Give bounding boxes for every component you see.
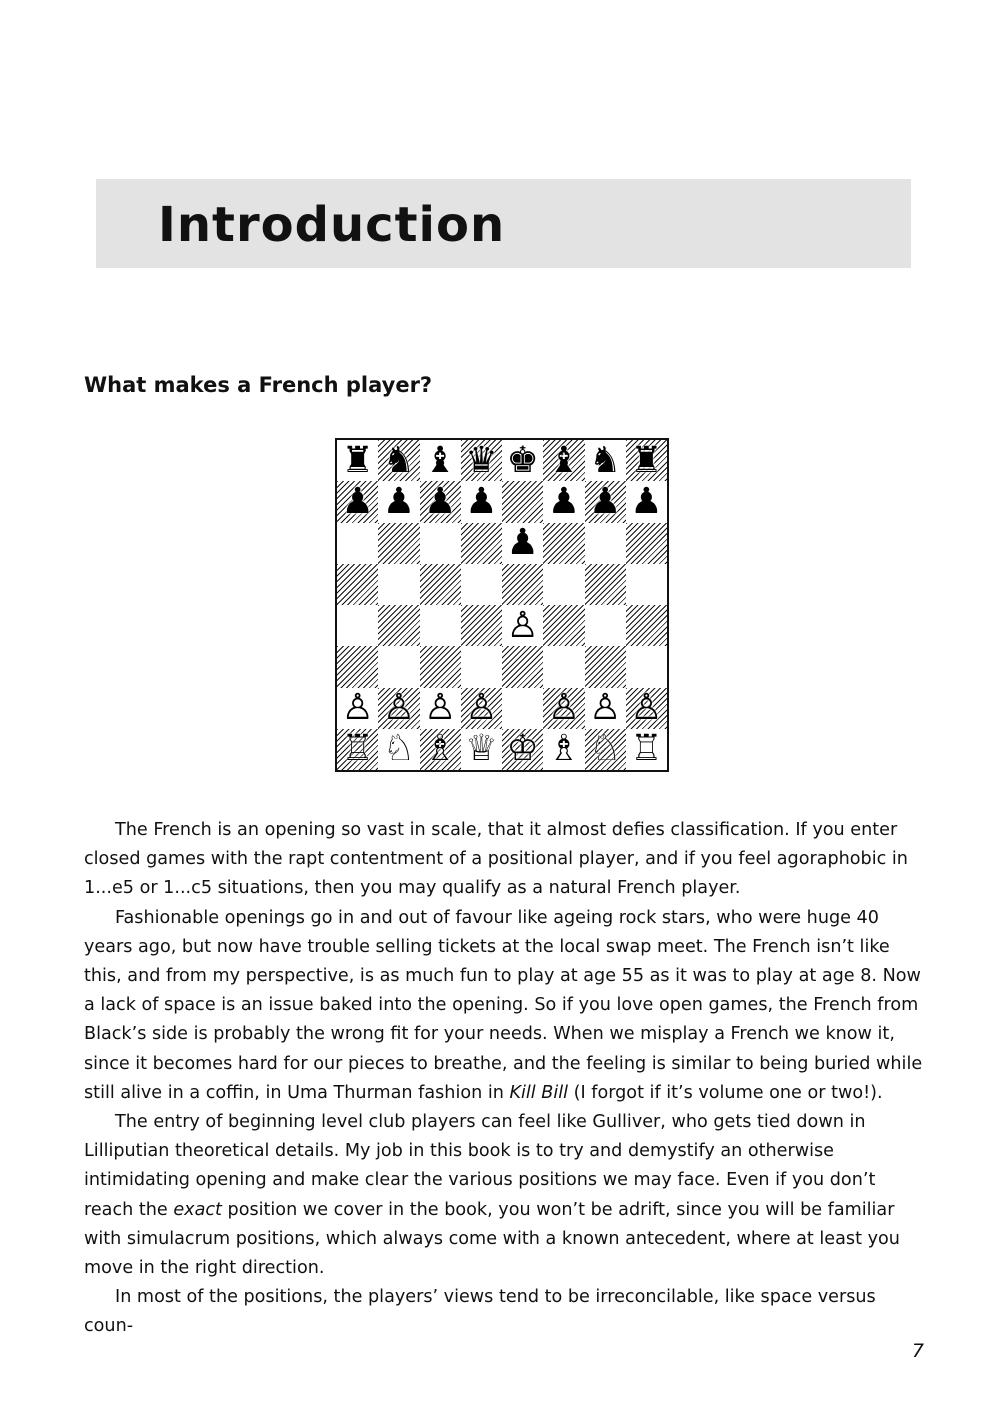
chess-piece: ♞ [382,439,416,481]
square-d5 [461,564,502,605]
text-run: The entry of beginning level club players can feel like Gulliver, who gets tied down in Lilliputian theoretical details. My job in this book is to try and demystify an otherwise intimidating opening and make clear the various positions we may face. Even if you don’t reach the [84,1112,876,1220]
chapter-title: Introduction [158,197,506,253]
square-a5 [337,564,378,605]
square-g8 [585,440,626,481]
chessboard [337,440,667,770]
square-d2 [461,688,502,729]
square-f7 [543,481,584,522]
chess-piece: ♙ [382,687,416,729]
square-e5 [502,564,543,605]
square-g7 [585,481,626,522]
square-e3 [502,646,543,687]
square-e7 [502,481,543,522]
chess-piece: ♙ [588,687,622,729]
chess-piece: ♟ [630,480,663,522]
chess-piece: ♝ [423,439,457,481]
text-run: Fashionable openings go in and out of favour like ageing rock stars, who were huge 40 years ago, but now have trouble selling tickets at the local swap meet. The French isn’t like this, and from my perspective, is as much fun to play at age 55 as it was to play at age 8. Now a lack of space is an issue baked into the opening. So if you love open games, the French from Black’s side is probably the wrong fit for your needs. When we misplay a French we know it, since it becomes hard for our pieces to breathe, and the feeling is similar to being buried while still alive in a coffin, in Uma Thurman fashion in [84,907,923,1103]
chess-piece: ♟ [341,480,374,522]
text-run: The French is an opening so vast in scale, that it almost defies classification. If you enter closed games with the rapt contentment of a positional player, and if you feel agoraphobic in 1...e5 or 1...c5 situations, then you may qualify as a natural French player. [84,820,908,899]
italic-text: exact [173,1199,222,1220]
chess-piece: ♟ [547,480,581,522]
paragraph [84,1283,924,1341]
square-h6 [626,523,667,564]
square-c2 [420,688,461,729]
chess-piece: ♖ [341,728,374,770]
square-e4 [502,605,543,646]
square-a3 [337,646,378,687]
square-d4 [461,605,502,646]
square-a4 [337,605,378,646]
chess-piece: ♝ [547,439,581,481]
square-d8 [461,440,502,481]
text-run: position we cover in the book, you won’t be adrift, since you will be familiar with simulacrum positions, which always come with a known antecedent, where at least you move in the right direction. [84,1199,900,1279]
body-text [84,816,924,1342]
square-e6 [502,523,543,564]
chess-piece: ♟ [506,522,539,564]
chess-piece: ♔ [506,728,539,770]
square-g5 [585,564,626,605]
chess-piece: ♙ [506,604,539,646]
square-f5 [543,564,584,605]
chess-piece: ♟ [423,480,457,522]
square-b4 [378,605,419,646]
square-h2 [626,688,667,729]
chess-piece: ♟ [382,480,416,522]
square-g3 [585,646,626,687]
text-run: (I forgot if it’s volume one or two!). [568,1082,883,1103]
square-f6 [543,523,584,564]
square-b5 [378,564,419,605]
square-f4 [543,605,584,646]
paragraph [84,816,924,904]
square-d6 [461,523,502,564]
square-e8 [502,440,543,481]
chess-piece: ♖ [630,728,663,770]
chess-piece: ♗ [547,728,581,770]
square-h3 [626,646,667,687]
square-h5 [626,564,667,605]
square-b2 [378,688,419,729]
chess-piece: ♛ [465,439,498,481]
square-a1 [337,729,378,770]
italic-text: Kill Bill [509,1082,569,1103]
chess-piece: ♗ [423,728,457,770]
square-b3 [378,646,419,687]
square-f8 [543,440,584,481]
chess-piece: ♜ [630,439,663,481]
chess-piece: ♙ [547,687,581,729]
square-a8 [337,440,378,481]
chess-piece: ♘ [382,728,416,770]
chess-piece: ♞ [588,439,622,481]
section-heading: What makes a French player? [84,373,433,397]
square-c4 [420,605,461,646]
square-g6 [585,523,626,564]
chess-piece: ♘ [588,728,622,770]
chess-piece: ♜ [341,439,374,481]
square-c1 [420,729,461,770]
square-e1 [502,729,543,770]
square-g4 [585,605,626,646]
square-h4 [626,605,667,646]
square-e2 [502,688,543,729]
square-c3 [420,646,461,687]
page-number: 7 [911,1340,924,1362]
square-c7 [420,481,461,522]
square-h8 [626,440,667,481]
square-b6 [378,523,419,564]
chess-piece: ♙ [630,687,663,729]
square-b1 [378,729,419,770]
chess-piece: ♙ [341,687,374,729]
chess-piece: ♟ [465,480,498,522]
square-f3 [543,646,584,687]
square-f2 [543,688,584,729]
square-d3 [461,646,502,687]
chess-piece: ♚ [506,439,539,481]
square-b7 [378,481,419,522]
square-h1 [626,729,667,770]
square-a2 [337,688,378,729]
paragraph [84,1108,924,1283]
square-c5 [420,564,461,605]
square-c8 [420,440,461,481]
chess-diagram [335,438,669,772]
square-b8 [378,440,419,481]
chess-piece: ♟ [588,480,622,522]
square-h7 [626,481,667,522]
square-d1 [461,729,502,770]
chess-piece: ♙ [465,687,498,729]
square-a7 [337,481,378,522]
square-a6 [337,523,378,564]
square-d7 [461,481,502,522]
square-g1 [585,729,626,770]
square-c6 [420,523,461,564]
chapter-heading-band [96,179,911,268]
text-run: In most of the positions, the players’ views tend to be irreconcilable, like space versus coun- [84,1287,876,1337]
square-g2 [585,688,626,729]
chess-piece: ♙ [423,687,457,729]
chess-piece: ♕ [465,728,498,770]
paragraph [84,904,924,1108]
square-f1 [543,729,584,770]
